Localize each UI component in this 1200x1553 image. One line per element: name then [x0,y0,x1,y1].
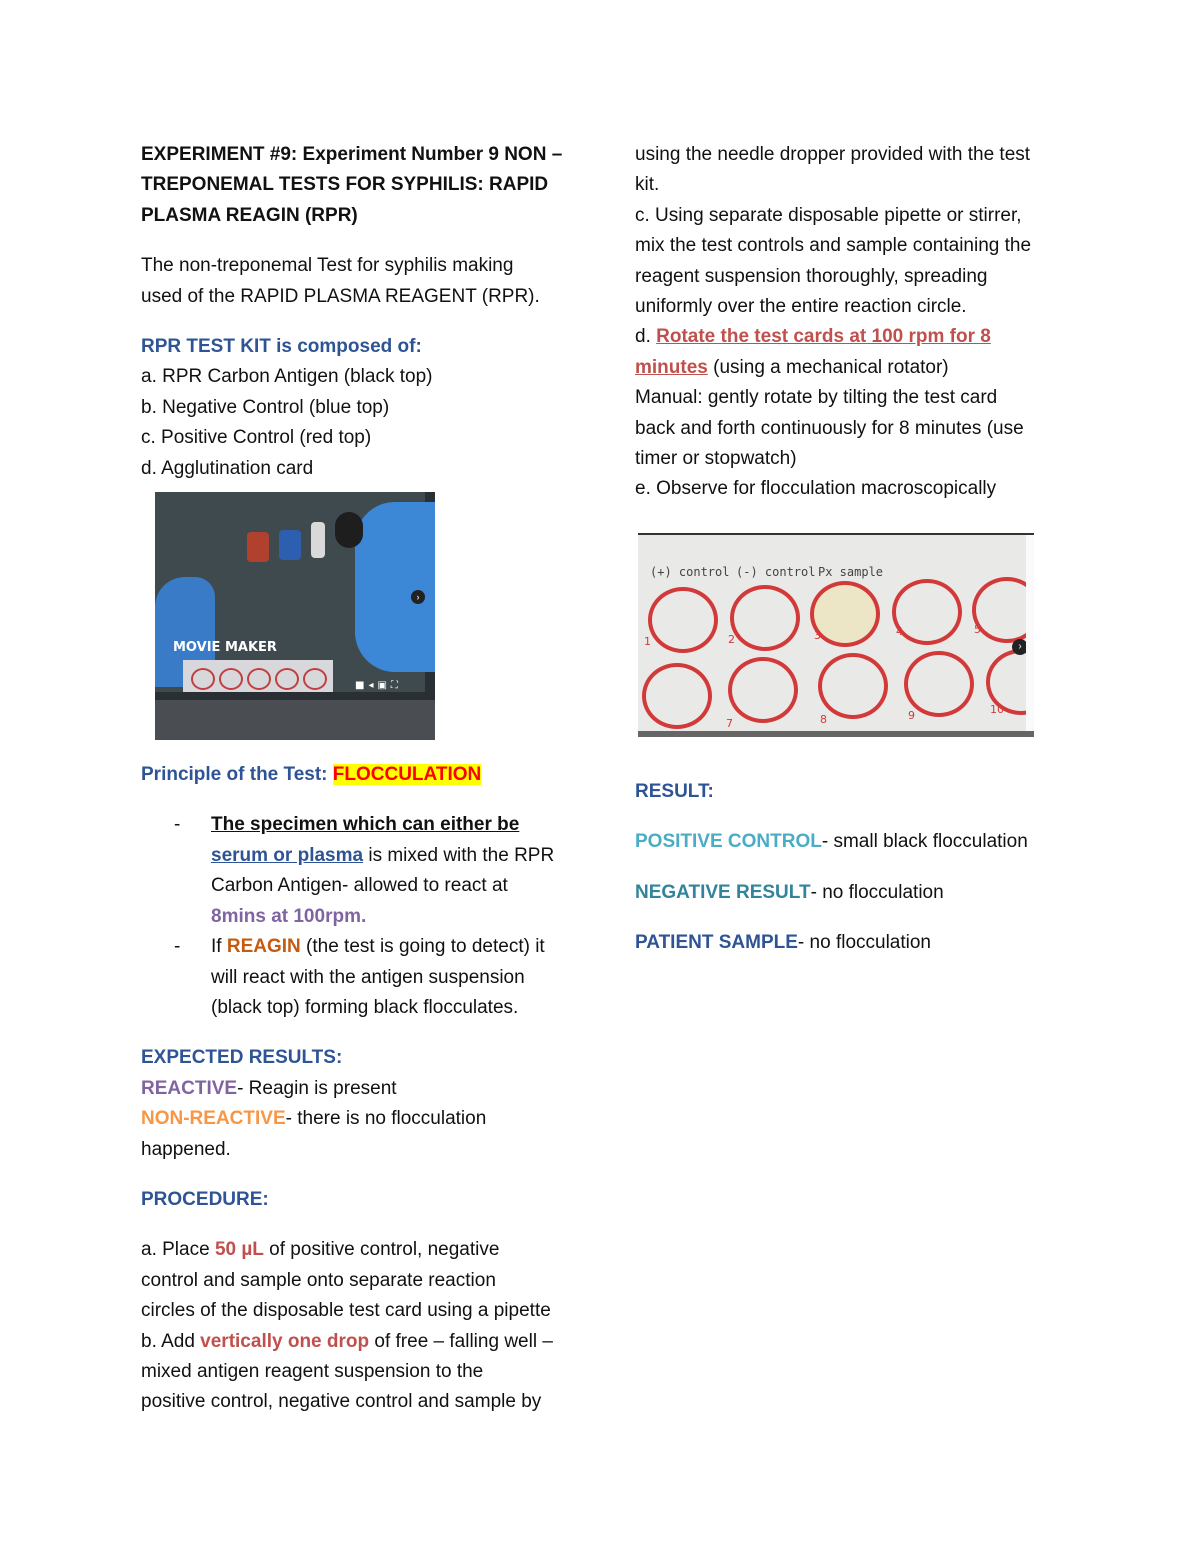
reaction-circle [904,651,974,717]
rotate-highlight: Rotate the test cards at 100 rpm for 8 [656,326,991,348]
rpr-kit-photo [155,492,435,740]
reaction-circle [648,587,718,653]
step-d-text-2: (using a mechanical rotator) [707,356,949,378]
watermark: MOVIE MAKER [173,640,277,656]
principle-bullet-2 [141,932,581,1023]
reaction-circle [728,657,798,723]
positive-label: POSITIVE CONTROL [635,831,822,853]
step-a-text-3: control and sample onto separate reaction [141,1269,496,1291]
expected-heading: EXPECTED RESULTS: [141,1047,343,1069]
reactive-label: REACTIVE [141,1077,238,1099]
procedure-step-d-2 [635,353,1065,383]
kit-heading: RPR TEST KIT is composed of: [141,336,422,358]
intro-line-1: The non-treponemal Test for syphilis making [141,255,514,277]
procedure-step-a [141,1235,581,1265]
step-d-text: d. [635,326,657,348]
reaction-circle [818,653,888,719]
result-positive [635,827,1065,857]
step-a-text-2: of positive control, negative [263,1239,500,1261]
bullet-2-text-2: (the test is going to detect) it [300,936,545,958]
card-label: (-) control [736,564,816,579]
result-heading: RESULT: [635,780,714,802]
next-arrow-icon: › [411,590,425,604]
title-line-1: EXPERIMENT #9: Experiment Number 9 NON – [141,144,563,165]
expected-results [141,1043,581,1165]
reagin-highlight: REAGIN [226,936,301,958]
step-b-text-3: mixed antigen reagent suspension to the [141,1360,484,1382]
document-title [141,140,581,231]
principle-value: FLOCCULATION [332,764,482,786]
principle-bullet-1 [141,810,581,932]
serum-plasma: serum or plasma [211,844,364,866]
bullet-1-text-2: Carbon Antigen- allowed to react at [211,875,508,897]
principle-line [141,760,581,790]
procedure-step-c: c. Using separate disposable pipette or stirrer, [635,204,1022,226]
nonreactive-label: NON-REACTIVE [141,1108,286,1130]
bullet-2-text-4: (black top) forming black flocculates. [211,996,519,1018]
circle-number: 10 [990,702,1004,716]
circle-number: 5 [974,622,981,636]
circle-number: 2 [728,632,735,646]
intro-line-2: used of the RAPID PLASMA REAGENT (RPR). [141,285,540,307]
test-card-photo [638,533,1034,737]
procedure-step-e: e. Observe for flocculation macroscopically [635,478,997,500]
nonreactive-text-2: happened. [141,1138,231,1160]
card-label: Px sample [818,564,884,579]
manual-text: Manual: gently rotate by tilting the test card [635,387,998,409]
step-c-text-3: reagent suspension thoroughly, spreading [635,265,988,287]
negative-text: - no flocculation [810,881,944,903]
step-b-text-5: using the needle dropper provided with the test [635,144,1031,165]
bullet-1-text: is mixed with the RPR [363,844,555,866]
reactive-line [141,1074,581,1104]
step-a-text-4: circles of the disposable test card using a pipette [141,1300,551,1322]
manual-text-3: timer or stopwatch) [635,448,797,470]
black-vial [335,512,363,548]
kit-item: a. RPR Carbon Antigen (black top) [141,366,433,388]
volume-highlight: 50 µL [214,1239,264,1261]
time-speed: 8mins at 100rpm. [211,905,367,927]
step-c-text-2: mix the test controls and sample containing the [635,235,1032,257]
principle-label: Principle of the Test: [141,764,333,786]
negative-label: NEGATIVE RESULT [635,881,811,903]
next-arrow-icon: › [1012,639,1028,655]
minutes-highlight: minutes [635,356,708,378]
kit-item: b. Negative Control (blue top) [141,396,390,418]
reaction-circle [730,585,800,651]
kit-item: c. Positive Control (red top) [141,427,372,449]
bullet-1-underlined: The specimen which can either be [211,814,520,836]
bullet-2-text: If [211,936,227,958]
procedure-heading: PROCEDURE: [141,1188,269,1210]
patient-label: PATIENT SAMPLE [635,932,798,954]
result-patient [635,928,1065,958]
step-b-text-2: of free – falling well – [369,1330,553,1352]
left-column [141,140,581,1418]
step-a-text: a. Place [141,1239,215,1261]
procedure-section [141,1185,581,1418]
reactive-text: - Reagin is present [237,1077,397,1099]
nonreactive-line [141,1104,581,1134]
drop-highlight: vertically one drop [200,1330,370,1352]
title-line-3: PLASMA REAGIN (RPR) [141,204,358,226]
step-b-text: b. Add [141,1330,201,1352]
procedure-step-d [635,322,1065,352]
red-vial [247,532,269,562]
circle-number: 4 [896,624,903,638]
nonreactive-text: - there is no flocculation [285,1108,487,1130]
result-negative [635,878,1065,908]
kit-section [141,332,581,484]
step-b-text-6: kit. [635,174,660,196]
procedure-step-b [141,1327,581,1357]
positive-text: - small black flocculation [821,831,1028,853]
manual-text-2: back and forth continuously for 8 minutes (use [635,417,1024,439]
kit-item: d. Agglutination card [141,457,314,479]
circle-number: 1 [644,634,651,648]
patient-text: - no flocculation [797,932,931,954]
glove-right [355,502,435,672]
principle-bullets [141,810,581,1023]
circle-number: 8 [820,712,827,726]
bullet-dash: - [174,936,181,958]
video-controls-icon: ■◂▣⛶ [355,680,402,692]
dropper [311,522,325,558]
reaction-circle [642,663,712,729]
bullet-2-text-3: will react with the antigen suspension [211,966,525,988]
intro-paragraph [141,251,581,312]
step-b-text-4: positive control, negative control and sample by [141,1391,542,1413]
right-column [635,140,1065,959]
reaction-circle [972,577,1034,643]
circle-number: 9 [908,708,915,722]
title-line-2: TREPONEMAL TESTS FOR SYPHILIS: RAPID [141,174,549,196]
card-label: (+) control [650,564,730,579]
bullet-dash: - [174,814,181,836]
step-c-text-4: uniformly over the entire reaction circle. [635,296,967,318]
circle-number: 3 [814,628,821,642]
circle-number: 7 [726,716,733,730]
blue-vial [279,530,301,560]
